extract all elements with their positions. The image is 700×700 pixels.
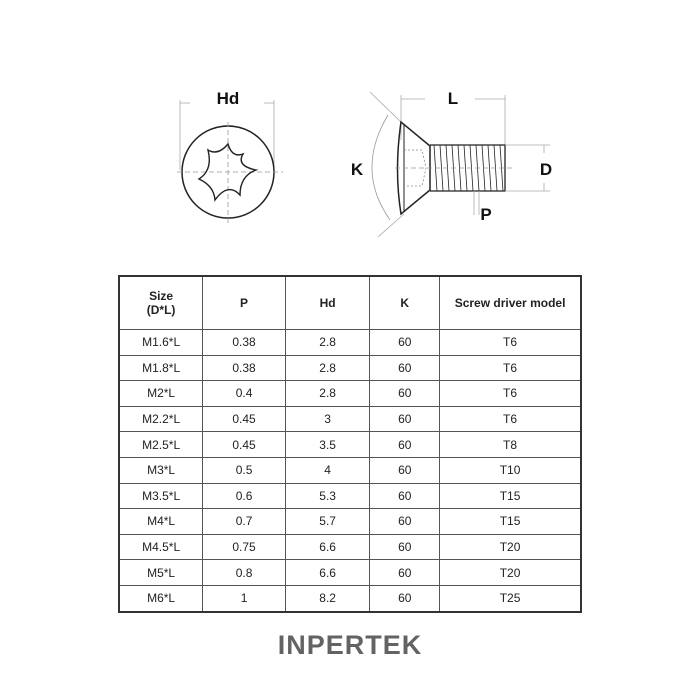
header-k: K (370, 276, 440, 330)
cell-size: M2*L (119, 381, 203, 407)
cell-size: M2.5*L (119, 432, 203, 458)
cell-k: 60 (370, 406, 440, 432)
table-row (119, 457, 581, 483)
cell-k: 60 (370, 432, 440, 458)
label-k: K (350, 160, 364, 179)
cell-k: 60 (370, 355, 440, 381)
cell-p: 0.6 (203, 483, 286, 509)
watermark-logo: INPERTEK (277, 630, 423, 660)
label-p: P (480, 205, 492, 224)
cell-size: M6*L (119, 585, 203, 611)
cell-hd: 3 (285, 406, 370, 432)
table-row (119, 381, 581, 407)
cell-driver: T15 (440, 483, 581, 509)
cell-k: 60 (370, 560, 440, 586)
table-row (119, 509, 581, 535)
cell-k: 60 (370, 457, 440, 483)
cell-driver: T6 (440, 330, 581, 356)
table-row (119, 560, 581, 586)
cell-driver: T8 (440, 432, 581, 458)
cell-driver: T20 (440, 534, 581, 560)
header-size (119, 276, 203, 330)
cell-hd: 8.2 (285, 585, 370, 611)
table-header-row (119, 276, 581, 330)
label-l: L (447, 89, 459, 108)
table-row (119, 432, 581, 458)
cell-hd: 2.8 (285, 381, 370, 407)
cell-p: 1 (203, 585, 286, 611)
screw-spec-table (118, 275, 582, 613)
header-p: P (203, 276, 286, 330)
header-hd: Hd (285, 276, 370, 330)
cell-hd: 2.8 (285, 330, 370, 356)
header-driver: Screw driver model (440, 276, 581, 330)
cell-hd: 2.8 (285, 355, 370, 381)
cell-driver: T6 (440, 355, 581, 381)
cell-hd: 5.3 (285, 483, 370, 509)
screw-dimension-diagram (0, 0, 700, 270)
cell-k: 60 (370, 534, 440, 560)
cell-hd: 4 (285, 457, 370, 483)
table-row (119, 406, 581, 432)
table-row (119, 585, 581, 611)
cell-p: 0.45 (203, 432, 286, 458)
cell-k: 60 (370, 509, 440, 535)
cell-driver: T15 (440, 509, 581, 535)
cell-k: 60 (370, 381, 440, 407)
cell-size: M3.5*L (119, 483, 203, 509)
cell-driver: T25 (440, 585, 581, 611)
cell-p: 0.7 (203, 509, 286, 535)
cell-driver: T20 (440, 560, 581, 586)
cell-driver: T6 (440, 406, 581, 432)
label-d: D (539, 160, 553, 179)
cell-k: 60 (370, 585, 440, 611)
cell-p: 0.4 (203, 381, 286, 407)
cell-size: M3*L (119, 457, 203, 483)
cell-size: M4.5*L (119, 534, 203, 560)
cell-p: 0.8 (203, 560, 286, 586)
header-size-line1: Size (149, 289, 174, 303)
label-hd: Hd (216, 89, 240, 108)
cell-driver: T10 (440, 457, 581, 483)
header-size-line2: (D*L) (146, 303, 176, 317)
screw-side-view (370, 92, 553, 237)
cell-size: M5*L (119, 560, 203, 586)
cell-k: 60 (370, 483, 440, 509)
cell-p: 0.5 (203, 457, 286, 483)
cell-p: 0.38 (203, 330, 286, 356)
cell-driver: T6 (440, 381, 581, 407)
table-row (119, 534, 581, 560)
cell-size: M2.2*L (119, 406, 203, 432)
table-row (119, 330, 581, 356)
cell-p: 0.38 (203, 355, 286, 381)
table-row (119, 355, 581, 381)
cell-p: 0.75 (203, 534, 286, 560)
cell-hd: 6.6 (285, 534, 370, 560)
cell-hd: 5.7 (285, 509, 370, 535)
cell-size: M4*L (119, 509, 203, 535)
screw-head-top-view (177, 100, 283, 225)
cell-size: M1.8*L (119, 355, 203, 381)
cell-k: 60 (370, 330, 440, 356)
cell-hd: 3.5 (285, 432, 370, 458)
cell-p: 0.45 (203, 406, 286, 432)
cell-hd: 6.6 (285, 560, 370, 586)
cell-size: M1.6*L (119, 330, 203, 356)
table-row (119, 483, 581, 509)
